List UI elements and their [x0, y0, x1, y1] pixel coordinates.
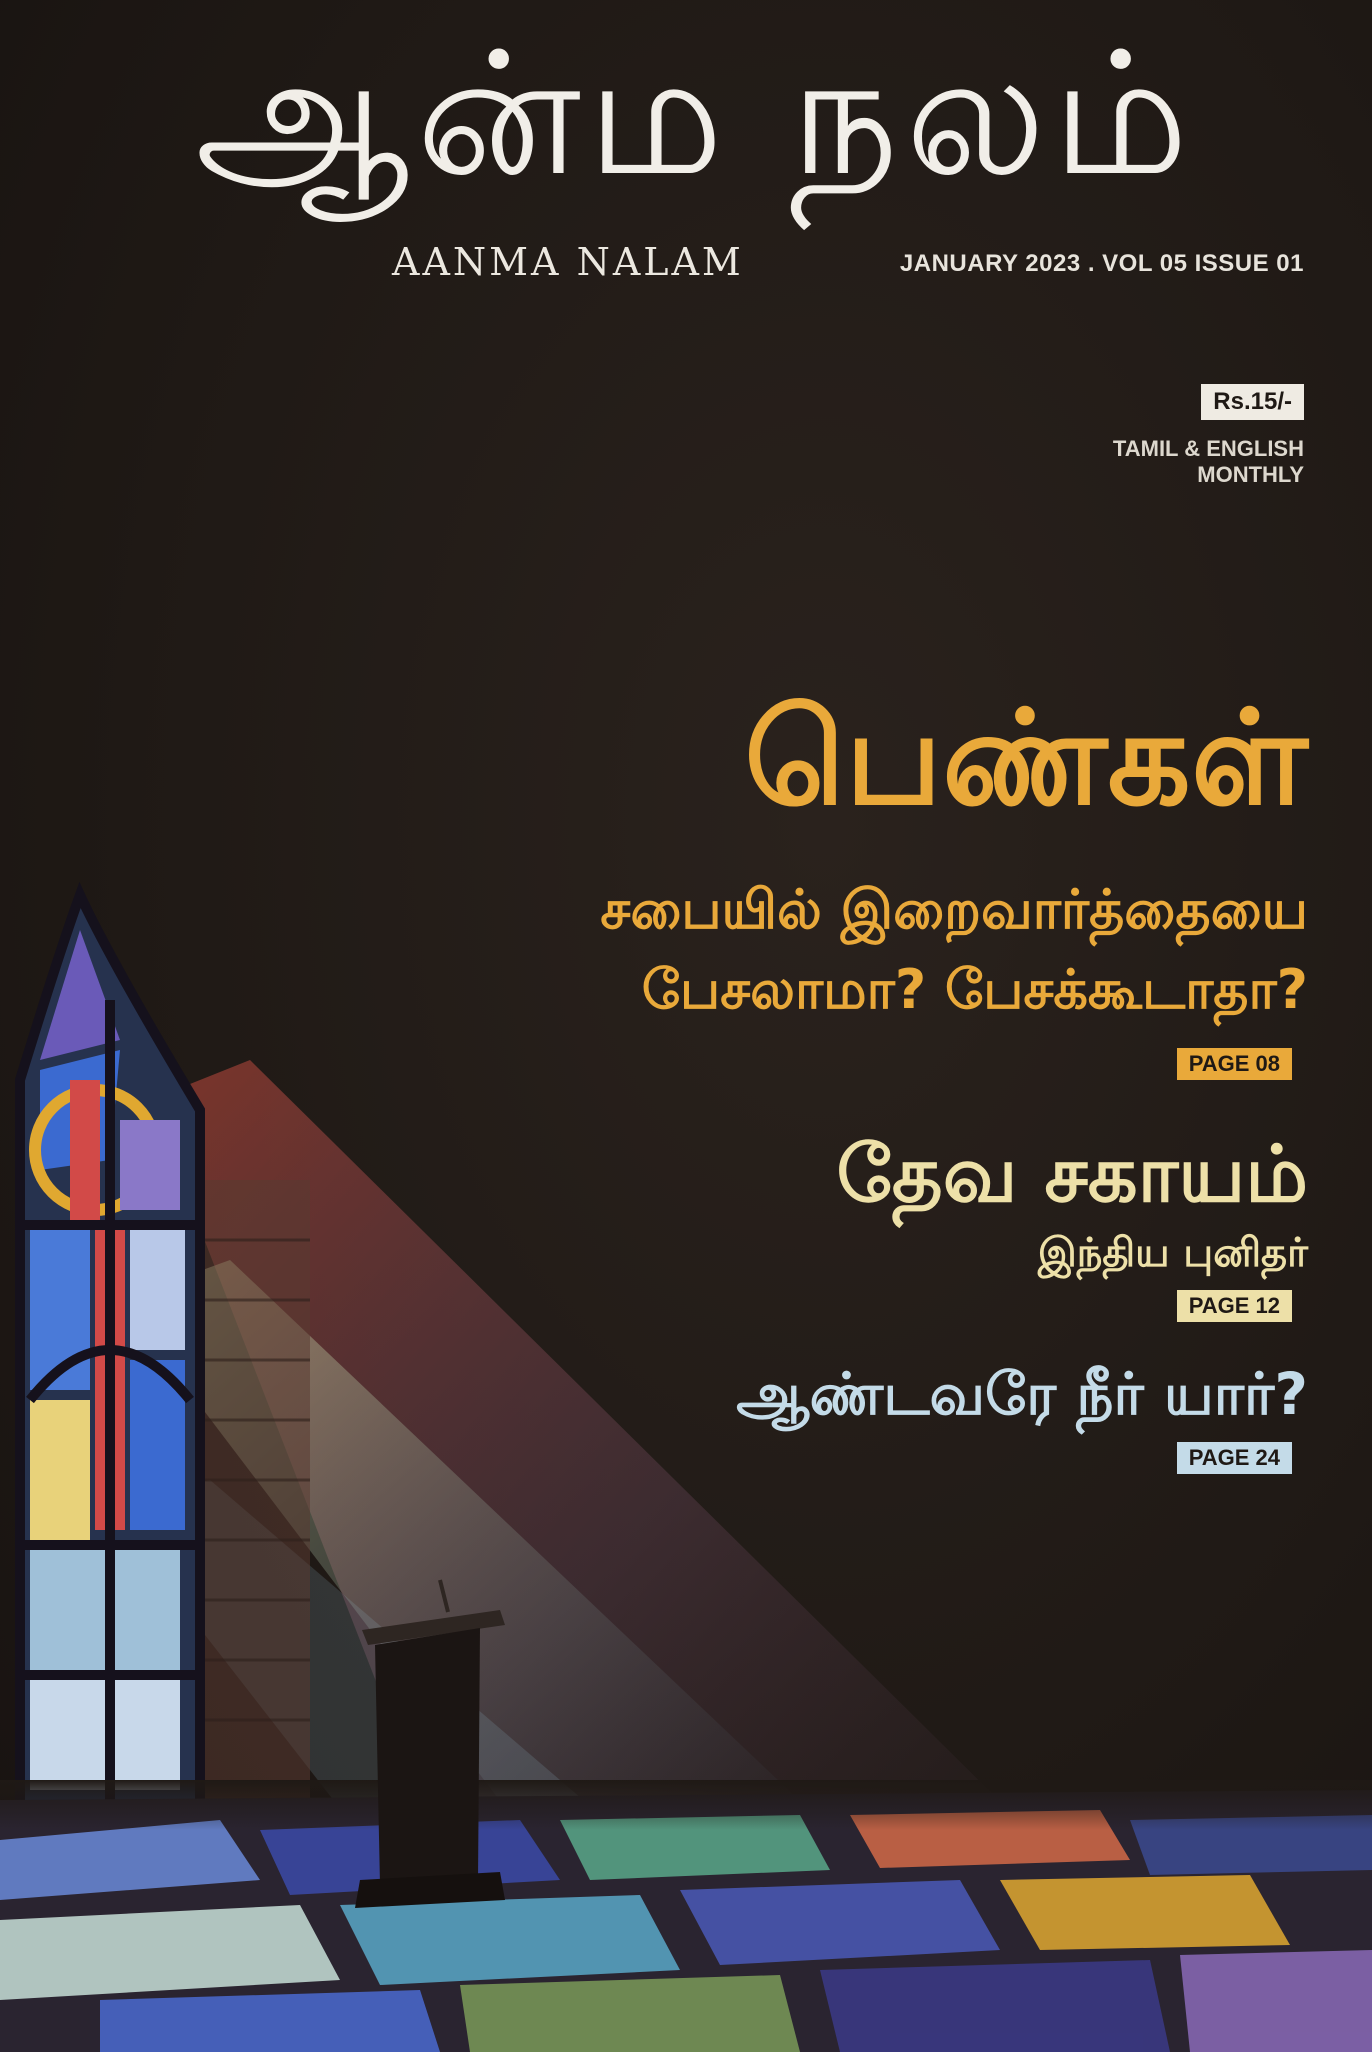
stained-glass-window [20, 895, 200, 1800]
story-1-page-tag: PAGE 08 [1177, 1048, 1292, 1080]
language-info [1113, 436, 1304, 489]
masthead-english-title: AANMA NALAM [392, 240, 744, 284]
story-1-subtitle-line2: பேசலாமா? பேசக்கூடாதா? [641, 958, 1308, 1021]
frequency-line: MONTHLY [1197, 462, 1304, 488]
story-2-subtitle: இந்திய புனிதர் [1037, 1230, 1308, 1276]
price-badge: Rs.15/- [1201, 384, 1304, 420]
language-line: TAMIL & ENGLISH [1112, 436, 1304, 461]
story-2-page-tag: PAGE 12 [1177, 1290, 1292, 1322]
masthead-title: ஆன்ம நலம் [195, 16, 1195, 214]
story-1-title: பெண்கள் [744, 682, 1308, 834]
story-3-title: ஆண்டவரே நீர் யார்? [736, 1360, 1308, 1428]
story-1-subtitle-line1: சபையில் இறைவார்த்தையை [600, 878, 1308, 941]
story-2-title: தேவ சகாயம் [836, 1130, 1308, 1220]
issue-info: JANUARY 2023 . VOL 05 ISSUE 01 [899, 250, 1304, 277]
story-3-page-tag: PAGE 24 [1177, 1442, 1292, 1474]
